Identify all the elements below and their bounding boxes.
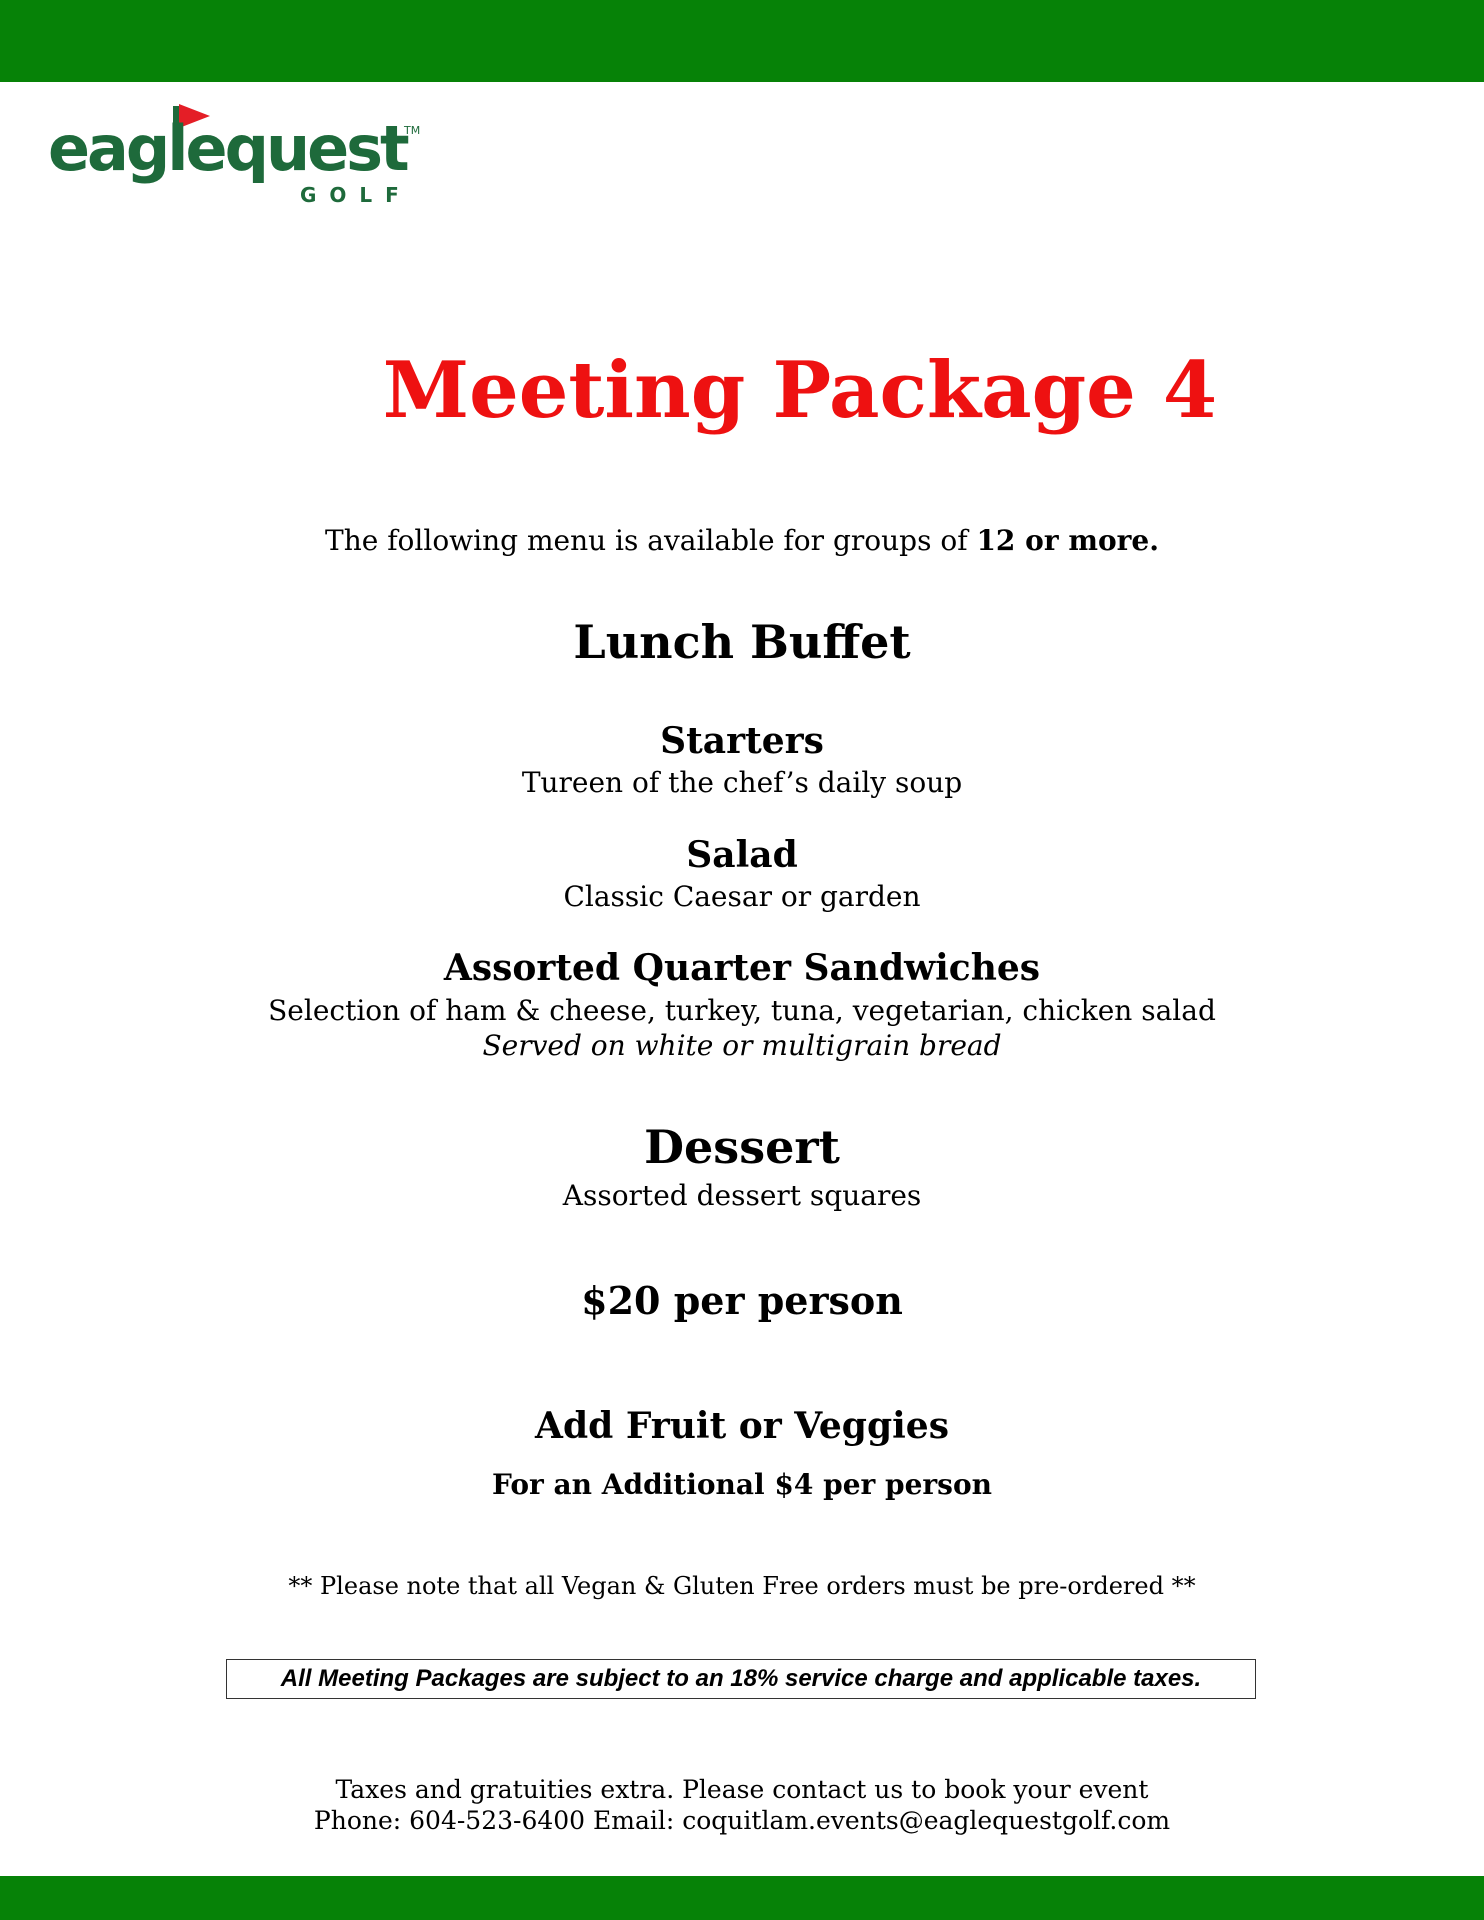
lunch-buffet-heading: Lunch Buffet <box>573 615 911 669</box>
salad-heading: Salad <box>686 834 798 876</box>
addon-heading: Add Fruit or Veggies <box>535 1405 949 1447</box>
logo-subtitle: GOLF <box>300 183 412 207</box>
page-title: Meeting Package 4 <box>382 345 1218 436</box>
starters-description: Tureen of the chef’s daily soup <box>521 766 963 799</box>
contact-line-2: Phone: 604-523-6400 Email: coquitlam.events@eaglequestgolf.com <box>313 1806 1171 1835</box>
eaglequest-golf-logo <box>48 98 438 210</box>
dessert-heading: Dessert <box>644 1120 840 1174</box>
intro-group-size: 12 or more. <box>976 524 1159 557</box>
sandwiches-heading: Assorted Quarter Sandwiches <box>443 947 1041 989</box>
logo-trademark: TM <box>404 124 421 137</box>
logo-wordmark: eaglequest <box>48 112 407 185</box>
salad-description: Classic Caesar or garden <box>563 880 921 913</box>
contact-line-1: Taxes and gratuities extra. Please contact us to book your event <box>335 1775 1149 1804</box>
dessert-description: Assorted dessert squares <box>562 1179 922 1212</box>
starters-heading: Starters <box>660 720 824 762</box>
sandwiches-description: Selection of ham & cheese, turkey, tuna, vegetarian, chicken salad <box>268 994 1216 1027</box>
footer-band <box>0 1876 1484 1920</box>
service-charge-notice: All Meeting Packages are subject to an 18% service charge and applicable taxes. <box>226 1659 1256 1699</box>
header-band <box>0 0 1484 82</box>
addon-price: For an Additional $4 per person <box>492 1468 992 1501</box>
intro-line <box>0 524 1484 557</box>
sandwiches-bread-note: Served on white or multigrain bread <box>482 1029 1002 1062</box>
dietary-note: ** Please note that all Vegan & Gluten Free orders must be pre-ordered ** <box>288 1572 1196 1600</box>
price-per-person: $20 per person <box>581 1278 903 1323</box>
intro-text: The following menu is available for groups of <box>325 524 977 557</box>
